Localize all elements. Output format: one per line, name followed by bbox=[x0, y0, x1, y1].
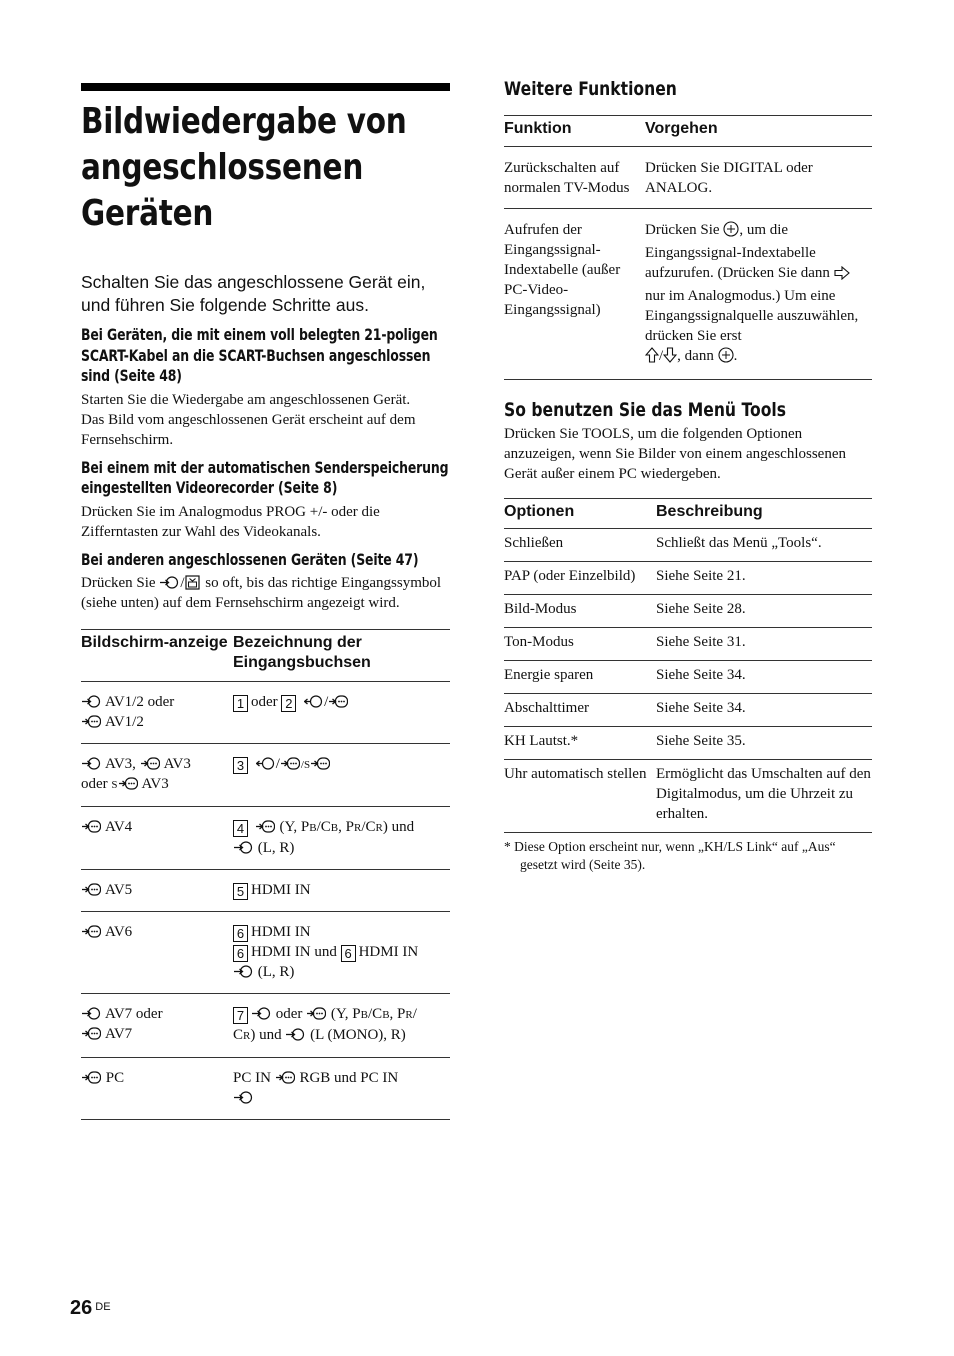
section-text-scart-1: Starten Sie die Wiedergabe am angeschlossenen Gerät. bbox=[81, 391, 411, 408]
table-row: AV7 oder AV7 7 oder (Y, PB/CB, PR/ CR) und (L (MONO), R) bbox=[81, 994, 450, 1058]
table-header-display: Bildschirm-anzeige bbox=[81, 634, 228, 651]
section-heading-vcr: Bei einem mit der automatischen Senderspeicherung eingestellten Videorecorder (Seite 8) bbox=[81, 457, 449, 497]
number-box: 1 bbox=[233, 695, 248, 712]
input2-icon bbox=[141, 757, 160, 770]
arrow-down-icon bbox=[663, 347, 677, 369]
input2-icon bbox=[276, 1071, 295, 1084]
tools-table bbox=[504, 498, 872, 833]
table-row: Abschalttimer Siehe Seite 34. bbox=[504, 694, 872, 727]
tv-input-icon bbox=[185, 575, 200, 590]
table-row: Aufrufen der Eingangssignal-Indextabelle (außer PC-Video-Eingangssignal) Drücken Sie , um die Eingangssignal-Indextabelle aufzurufen. (Drücken Sie dann nur im Analogmodus.) Um eine Eingangssignalquelle auszuwählen, drücken Sie erst / , dann . bbox=[504, 209, 872, 380]
table-row: PC PC IN RGB und PC IN bbox=[81, 1058, 450, 1120]
table-row: Bild-Modus Siehe Seite 28. bbox=[504, 595, 872, 628]
input-icon bbox=[82, 695, 101, 708]
title-rule bbox=[81, 83, 450, 91]
section-text-vcr: Drücken Sie im Analogmodus PROG +/- oder die Zifferntasten zur Wahl des Videokanals. bbox=[81, 503, 380, 540]
number-box: 2 bbox=[281, 695, 296, 712]
input2-icon bbox=[256, 820, 275, 833]
arrow-up-icon bbox=[645, 347, 659, 369]
input2-icon bbox=[82, 1071, 101, 1084]
input-icon bbox=[234, 841, 253, 854]
table-row: AV1/2 oder AV1/2 1 oder 2 / bbox=[81, 682, 450, 744]
input2-icon bbox=[82, 715, 101, 728]
input2-icon bbox=[82, 883, 101, 896]
table-header-options: Optionen bbox=[504, 503, 575, 520]
table-header-row bbox=[504, 499, 872, 529]
table-row: Energie sparen Siehe Seite 34. bbox=[504, 661, 872, 694]
footnote: * Diese Option erscheint nur, wenn „KH/LS Link“ auf „Aus“ gesetzt wird (Seite 35). bbox=[504, 839, 836, 872]
in-out-icon bbox=[304, 695, 323, 708]
number-box: 7 bbox=[233, 1007, 248, 1024]
page-number: 26 $^{DE}$ bbox=[70, 1297, 111, 1319]
input-icon bbox=[82, 1007, 101, 1020]
heading-weitere-funktionen: Weitere Funktionen bbox=[504, 78, 677, 100]
input2-icon bbox=[82, 925, 101, 938]
tools-section bbox=[504, 396, 872, 874]
table-row: AV6 6 HDMI IN 6 HDMI IN und 6 HDMI IN (L, R) bbox=[81, 912, 450, 994]
heading-tools-menu: So benutzen Sie das Menü Tools bbox=[504, 399, 787, 421]
in-out-icon bbox=[256, 757, 275, 770]
section-text-other: Drücken Sie / so oft, bis das richtige Eingangssymbol (siehe unten) auf dem Fernsehschirm angezeigt wird. bbox=[81, 575, 442, 611]
input-icon bbox=[252, 1007, 271, 1020]
input2-icon bbox=[281, 757, 300, 770]
number-box: 3 bbox=[233, 757, 248, 774]
table-row: AV3, AV3 oder S AV3 3 / /S bbox=[81, 744, 450, 807]
section-text-scart bbox=[81, 390, 450, 450]
input-icon bbox=[234, 1091, 253, 1104]
input2-icon bbox=[329, 695, 348, 708]
input-icon bbox=[234, 965, 253, 978]
table-header-procedure: Vorgehen bbox=[645, 120, 718, 137]
table-header-function: Funktion bbox=[504, 120, 572, 137]
tools-text: Drücken Sie TOOLS, um die folgenden Optionen anzuzeigen, wenn Sie Bilder von einem angeschlossenen Gerät außer einem PC wiedergeben. bbox=[504, 426, 846, 482]
input-icon bbox=[82, 757, 101, 770]
input-icon bbox=[286, 1028, 305, 1041]
left-column bbox=[81, 83, 450, 1120]
number-box: 6 bbox=[341, 945, 356, 962]
table-row: AV5 5 HDMI IN bbox=[81, 870, 450, 912]
number-box: 4 bbox=[233, 820, 248, 837]
table-header-row bbox=[81, 630, 450, 682]
table-row: Uhr automatisch stellen Ermöglicht das Umschalten auf den Digitalmodus, um die Uhrzeit zu erhalten. bbox=[504, 760, 872, 833]
table-row: PAP (oder Einzelbild) Siehe Seite 21. bbox=[504, 562, 872, 595]
table-header-description: Beschreibung bbox=[656, 503, 763, 520]
table-row: Zurückschalten auf normalen TV-Modus Drücken Sie DIGITAL oder ANALOG. bbox=[504, 147, 872, 209]
ok-button-icon bbox=[718, 347, 734, 369]
functions-table bbox=[504, 115, 872, 380]
section-text-scart-2: Das Bild vom angeschlossenen Gerät erscheint auf dem Fernsehschirm. bbox=[81, 411, 416, 448]
page-title: Bildwiedergabe von angeschlossenen Geräten bbox=[81, 101, 407, 234]
input2-icon bbox=[307, 1007, 326, 1020]
table-row: Ton-Modus Siehe Seite 31. bbox=[504, 628, 872, 661]
number-box: 6 bbox=[233, 925, 248, 942]
section-heading-other: Bei anderen angeschlossenen Geräten (Seite 47) bbox=[81, 549, 419, 569]
input2-icon bbox=[82, 1027, 101, 1040]
number-box: 5 bbox=[233, 883, 248, 900]
input2-icon bbox=[82, 820, 101, 833]
table-header-jack: Bezeichnung der Eingangsbuchsen bbox=[233, 634, 371, 671]
page-language: DE bbox=[95, 1301, 111, 1313]
table-row: Schließen Schließt das Menü „Tools“. bbox=[504, 529, 872, 562]
input2-icon bbox=[311, 757, 330, 770]
intro-text: Schalten Sie das angeschlossene Gerät ein, und führen Sie folgende Schritte aus. bbox=[81, 272, 426, 315]
number-box: 6 bbox=[233, 945, 248, 962]
table-row: AV4 4 (Y, PB/CB, PR/CR) und (L, R) bbox=[81, 807, 450, 870]
input2-icon bbox=[119, 777, 138, 790]
table-header-row bbox=[504, 116, 872, 147]
ok-button-icon bbox=[723, 221, 739, 243]
right-column bbox=[504, 75, 872, 874]
arrow-right-icon bbox=[834, 266, 850, 286]
section-heading-scart: Bei Geräten, die mit einem voll belegten 21-poligen SCART-Kabel an die SCART-Buchsen angeschlossen sind (Seite 48) bbox=[81, 325, 438, 385]
table-row: KH Lautst.* Siehe Seite 35. bbox=[504, 727, 872, 760]
input-icon bbox=[160, 576, 179, 589]
input-table bbox=[81, 629, 450, 1120]
